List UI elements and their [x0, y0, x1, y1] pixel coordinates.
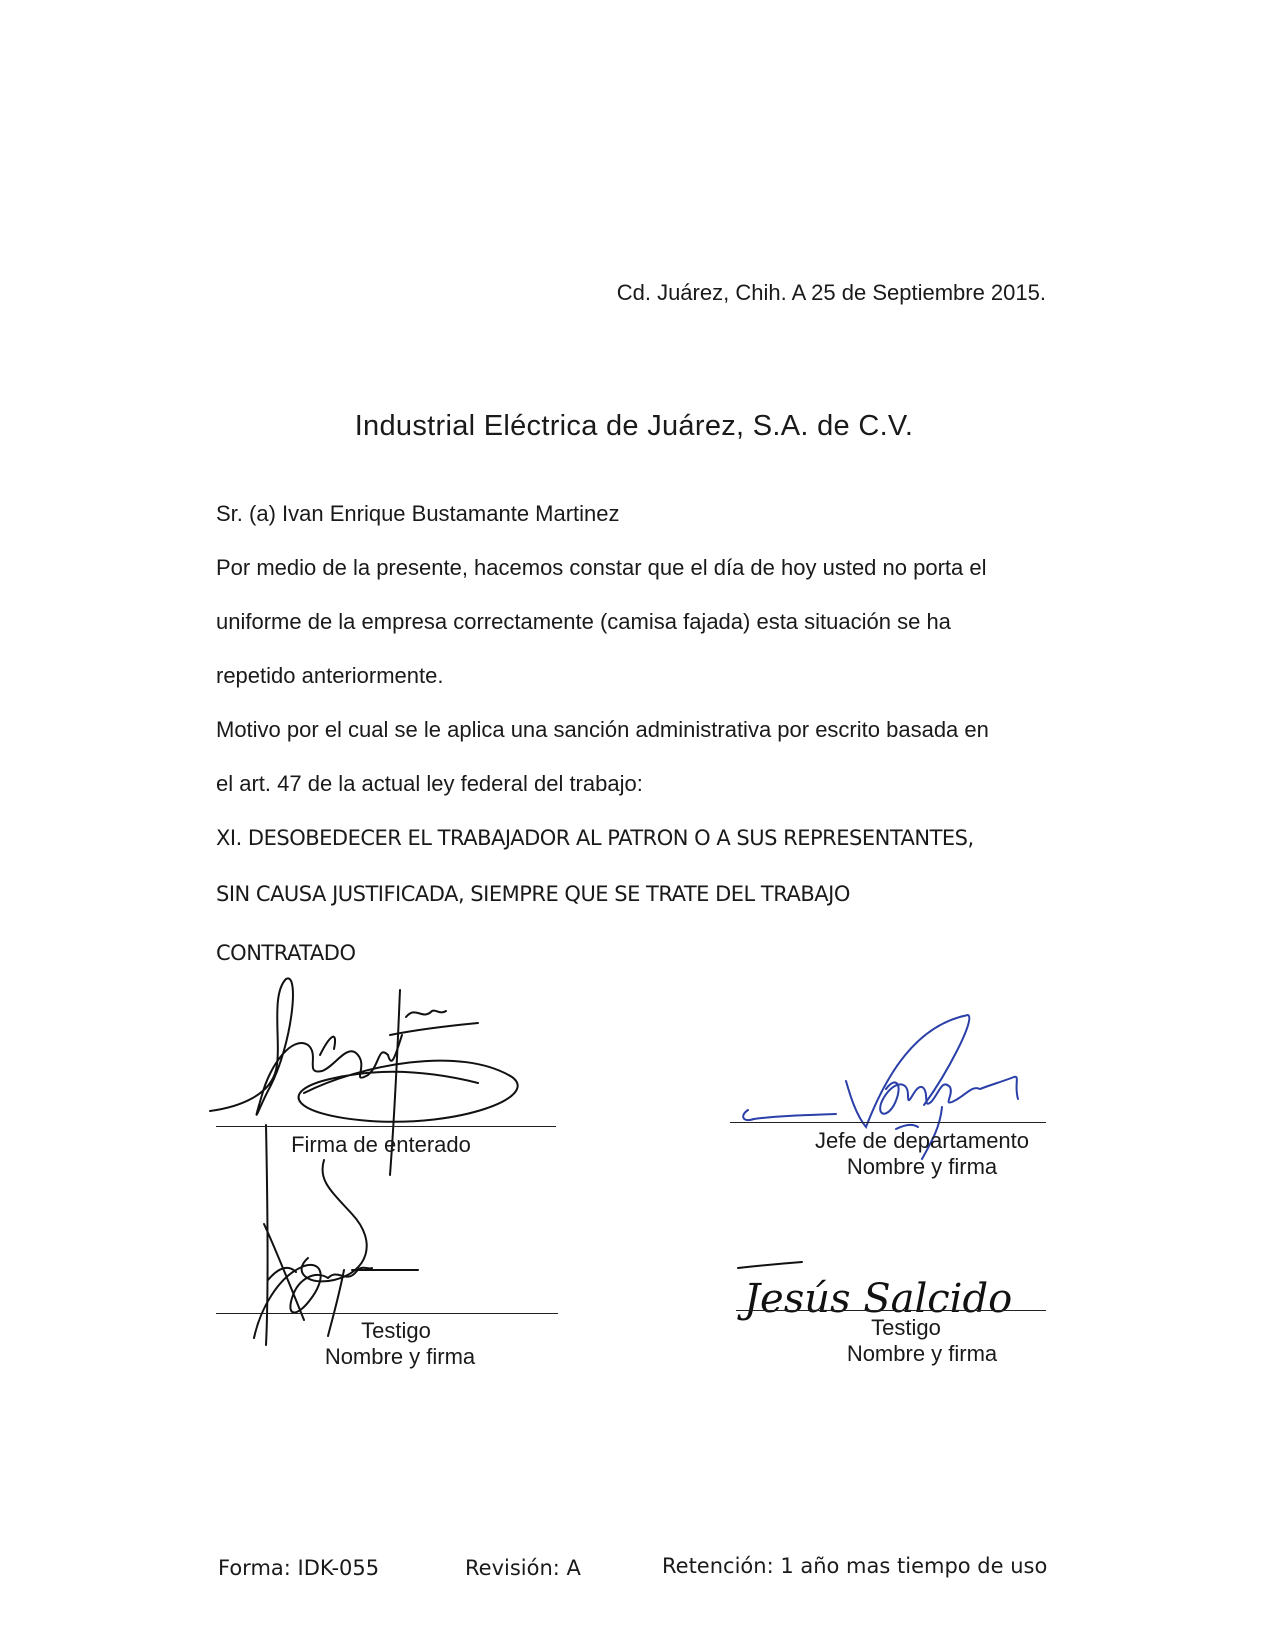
footer-form-code: Forma: IDK-055: [218, 1556, 380, 1580]
paragraph-1-line-2: uniforme de la empresa correctamente (camisa fajada) esta situación se ha: [216, 609, 951, 634]
witness-left-signature-line: [216, 1313, 558, 1314]
paragraph-1-line-1: Por medio de la presente, hacemos constar que el día de hoy usted no porta el: [216, 555, 987, 580]
department-head-label-subtitle: Nombre y firma: [846, 1154, 998, 1179]
department-head-signature-line: [730, 1122, 1046, 1123]
witness-left-label-subtitle: Nombre y firma: [324, 1344, 476, 1369]
employee-signature-line: [216, 1126, 556, 1127]
department-head-label-title: Jefe de departamento: [814, 1128, 1030, 1153]
employee-signature-label: Firma de enterado: [291, 1132, 471, 1157]
article-line-2: SIN CAUSA JUSTIFICADA, SIEMPRE QUE SE TRATE DEL TRABAJO: [216, 882, 850, 906]
witness-right-label-title: Testigo: [871, 1315, 941, 1340]
witness-right-signature-line: [736, 1310, 1046, 1311]
footer-revision: Revisión: A: [465, 1556, 581, 1580]
paragraph-2-line-1: Motivo por el cual se le aplica una sanción administrativa por escrito basada en: [216, 717, 989, 742]
recipient-line: Sr. (a) Ivan Enrique Bustamante Martinez: [216, 501, 620, 526]
company-name: Industrial Eléctrica de Juárez, S.A. de C.V.: [354, 410, 914, 442]
paragraph-2-line-2: el art. 47 de la actual ley federal del trabajo:: [216, 771, 643, 796]
date-line: Cd. Juárez, Chih. A 25 de Septiembre 2015.: [616, 280, 1046, 305]
footer-retention: Retención: 1 año mas tiempo de uso: [662, 1554, 1048, 1578]
witness-right-label-subtitle: Nombre y firma: [846, 1341, 998, 1366]
article-line-1: XI. DESOBEDECER EL TRABAJADOR AL PATRON O A SUS REPRESENTANTES,: [216, 826, 974, 850]
paragraph-1-line-3: repetido anteriormente.: [216, 663, 444, 688]
witness-right-handwritten-name: Jesús Salcido: [744, 1276, 1013, 1322]
article-line-3: CONTRATADO: [216, 941, 356, 965]
witness-left-label-title: Testigo: [361, 1318, 431, 1343]
